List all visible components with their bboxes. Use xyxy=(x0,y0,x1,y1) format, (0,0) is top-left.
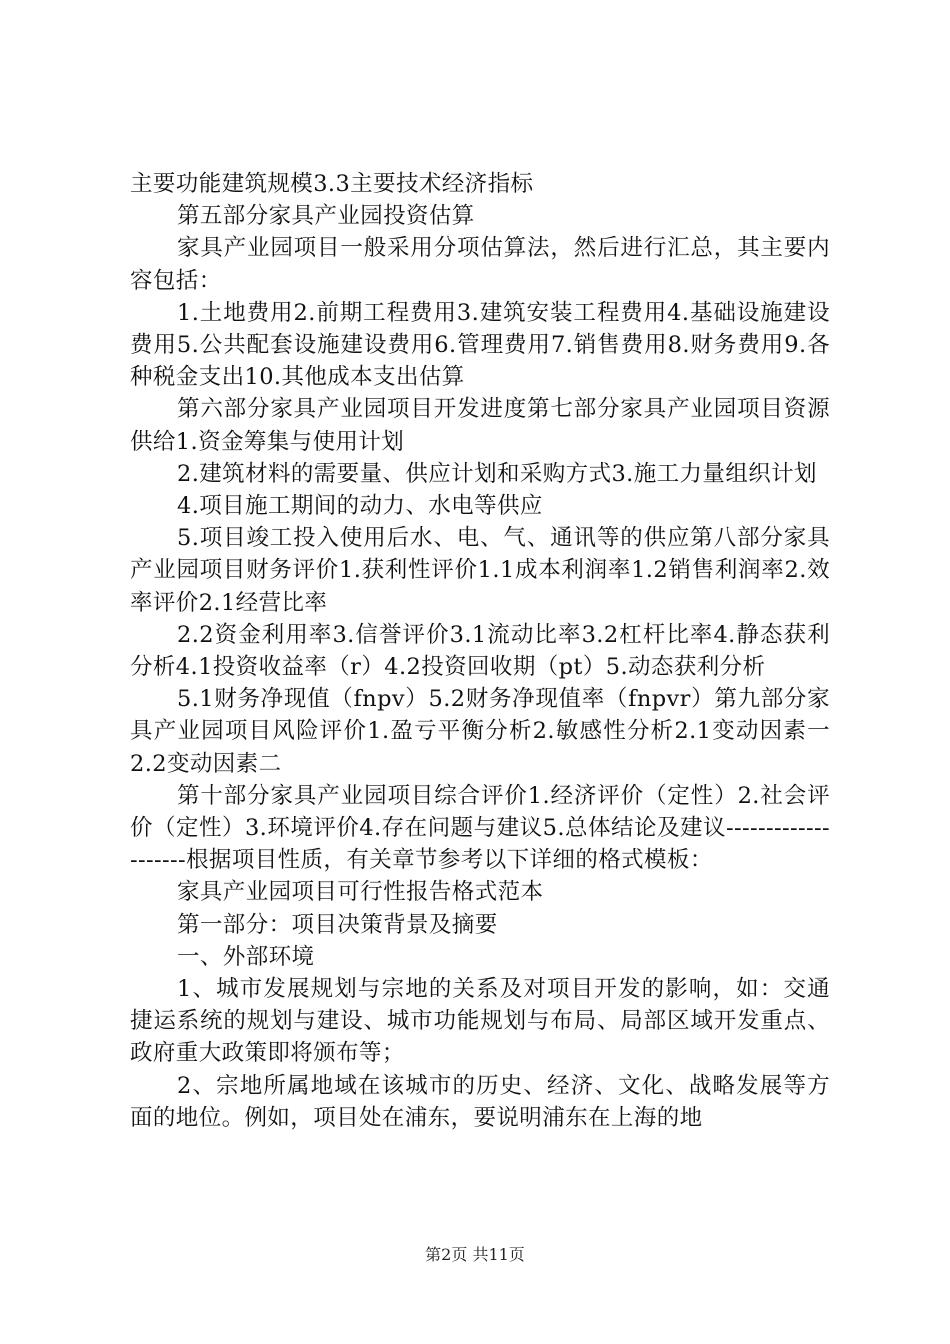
paragraph: 1、城市发展规划与宗地的关系及对项目开发的影响，如：交通捷运系统的规划与建设、城市功能规划与布局、局部区域开发重点、政府重大政策即将颁布等； xyxy=(130,976,830,1067)
document-body xyxy=(130,168,830,1134)
page-footer xyxy=(0,1242,950,1265)
paragraph: 家具产业园项目可行性报告格式范本 xyxy=(177,879,544,906)
paragraph: 第一部分：项目决策背景及摘要 xyxy=(177,911,498,938)
paragraph: 第五部分家具产业园投资估算 xyxy=(177,203,475,230)
paragraph: 主要功能建筑规模3.3主要技术经济指标 xyxy=(130,171,534,197)
paragraph: 2.2资金利用率3.信誉评价3.1流动比率3.2杠杆比率4.静态获利分析4.1投资收益率（r）4.2投资回收期（pt）5.动态获利分析 xyxy=(130,621,830,681)
paragraph: 家具产业园项目一般采用分项估算法，然后进行汇总，其主要内容包括： xyxy=(130,235,830,294)
page-number-label: 第2页 共11页 xyxy=(425,1245,525,1264)
paragraph: 2、宗地所属地域在该城市的历史、经济、文化、战略发展等方面的地位。例如，项目处在浦东，要说明浦东在上海的地 xyxy=(130,1072,830,1131)
paragraph: 5.1财务净现值（fnpv）5.2财务净现值率（fnpvr）第九部分家具产业园项目风险评价1.盈亏平衡分析2.敏感性分析2.1变动因素一2.2变动因素二 xyxy=(130,686,830,777)
paragraph: 2.建筑材料的需要量、供应计划和采购方式3.施工力量组织计划 xyxy=(177,460,817,487)
paragraph: 第十部分家具产业园项目综合评价1.经济评价（定性）2.社会评价（定性）3.环境评价4.存在问题与建议5.总体结论及建议--------------------根据项目性质，有关章节参考以下详细的格式模板： xyxy=(130,782,830,874)
paragraph: 第六部分家具产业园项目开发进度第七部分家具产业园项目资源供给1.资金筹集与使用计划 xyxy=(130,396,830,455)
paragraph: 1.土地费用2.前期工程费用3.建筑安装工程费用4.基础设施建设费用5.公共配套设施建设费用6.管理费用7.销售费用8.财务费用9.各种税金支出10.其他成本支出估算 xyxy=(130,299,830,391)
paragraph: 一、外部环境 xyxy=(177,943,315,970)
paragraph: 4.项目施工期间的动力、水电等供应 xyxy=(177,493,543,520)
paragraph: 5.项目竣工投入使用后水、电、气、通讯等的供应第八部分家具产业园项目财务评价1.获利性评价1.1成本利润率1.2销售利润率2.效率评价2.1经营比率 xyxy=(130,525,830,616)
